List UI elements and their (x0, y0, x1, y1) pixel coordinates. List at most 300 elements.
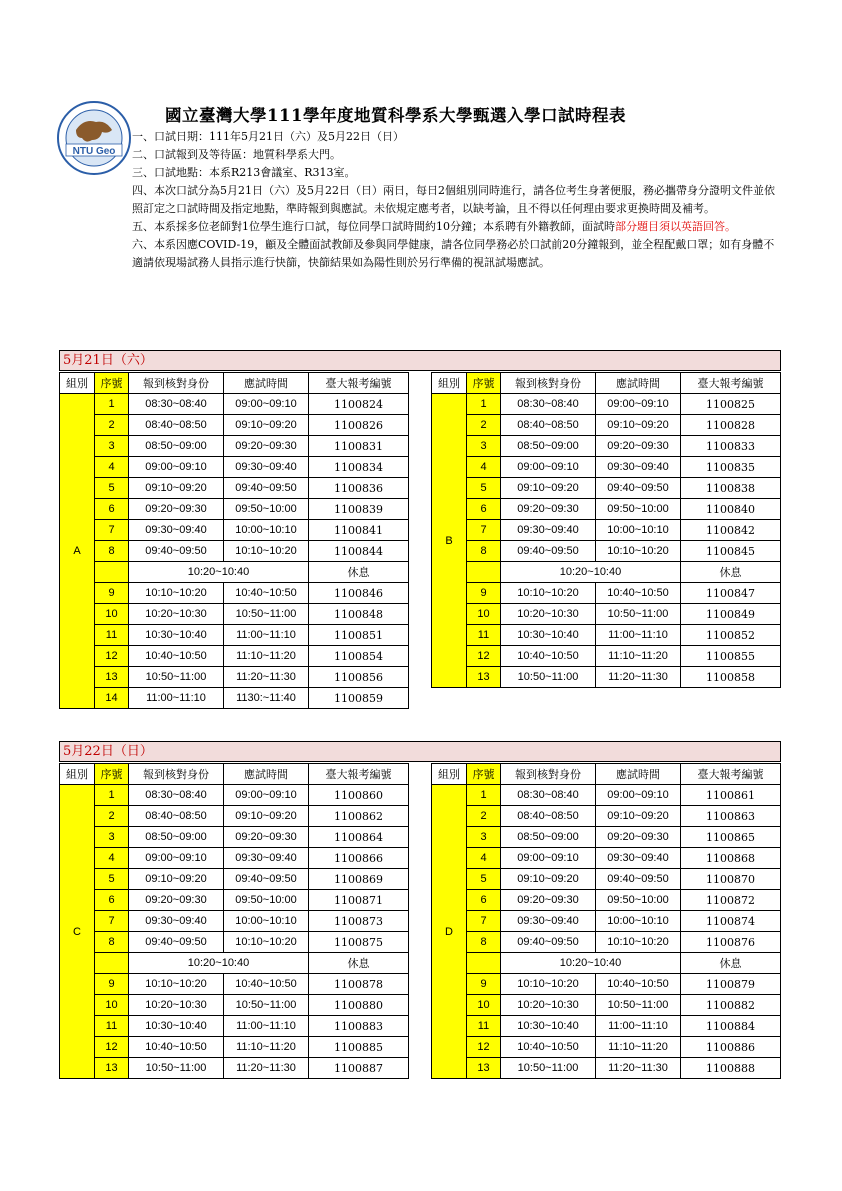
applicant-id: 1100859 (309, 688, 409, 709)
column-header: 組別 (60, 764, 95, 785)
break-time: 10:20~10:40 (129, 562, 309, 583)
column-header: 報到核對身份 (129, 764, 224, 785)
break-seq-cell (95, 562, 129, 583)
seq-number: 7 (467, 911, 501, 932)
seq-number: 2 (95, 415, 129, 436)
group-label: A (60, 394, 95, 709)
applicant-id: 1100886 (681, 1037, 781, 1058)
seq-number: 8 (95, 932, 129, 953)
table-row (432, 604, 781, 625)
seq-number: 8 (95, 541, 129, 562)
table-row (432, 667, 781, 688)
table-row (432, 911, 781, 932)
exam-time: 10:50~11:00 (596, 604, 681, 625)
exam-time: 09:00~09:10 (596, 785, 681, 806)
exam-time: 11:20~11:30 (596, 1058, 681, 1079)
seq-number: 13 (95, 667, 129, 688)
checkin-time: 09:00~09:10 (501, 457, 596, 478)
exam-time: 10:10~10:20 (224, 932, 309, 953)
checkin-time: 10:10~10:20 (501, 974, 596, 995)
note-item (132, 146, 782, 164)
checkin-time: 08:40~08:50 (129, 415, 224, 436)
seq-number: 5 (95, 869, 129, 890)
exam-time: 09:10~09:20 (596, 806, 681, 827)
note-text: 二、口試報到及等待區：地質科學系大門。 (132, 148, 341, 161)
break-seq-cell (467, 562, 501, 583)
table-row (432, 583, 781, 604)
applicant-id: 1100825 (681, 394, 781, 415)
table-row (432, 520, 781, 541)
seq-number: 1 (95, 394, 129, 415)
checkin-time: 08:30~08:40 (129, 394, 224, 415)
checkin-time: 08:50~09:00 (129, 827, 224, 848)
group-label: B (432, 394, 467, 688)
applicant-id: 1100874 (681, 911, 781, 932)
checkin-time: 09:10~09:20 (501, 869, 596, 890)
table-row (60, 785, 409, 806)
schedule-table-c (59, 763, 409, 1079)
checkin-time: 09:40~09:50 (501, 932, 596, 953)
exam-time: 09:10~09:20 (224, 806, 309, 827)
seq-number: 5 (467, 869, 501, 890)
applicant-id: 1100826 (309, 415, 409, 436)
exam-time: 09:50~10:00 (224, 499, 309, 520)
exam-time: 10:50~11:00 (596, 995, 681, 1016)
column-header: 序號 (467, 764, 501, 785)
exam-time: 09:10~09:20 (596, 415, 681, 436)
checkin-time: 10:10~10:20 (129, 974, 224, 995)
exam-time: 11:20~11:30 (224, 1058, 309, 1079)
table-row (60, 806, 409, 827)
applicant-id: 1100854 (309, 646, 409, 667)
break-label: 休息 (309, 562, 409, 583)
seq-number: 7 (467, 520, 501, 541)
checkin-time: 10:20~10:30 (501, 995, 596, 1016)
note-item (132, 236, 782, 272)
exam-time: 10:10~10:20 (224, 541, 309, 562)
exam-time: 09:00~09:10 (596, 394, 681, 415)
checkin-time: 09:30~09:40 (129, 911, 224, 932)
seq-number: 4 (95, 457, 129, 478)
checkin-time: 08:30~08:40 (501, 785, 596, 806)
break-seq-cell (467, 953, 501, 974)
table-row (60, 625, 409, 646)
break-row (60, 562, 409, 583)
day-header: 5月21日（六） (59, 350, 781, 371)
table-header-row (432, 764, 781, 785)
exam-time: 1130:~11:40 (224, 688, 309, 709)
exam-time: 09:50~10:00 (596, 890, 681, 911)
table-row (432, 869, 781, 890)
column-header: 臺大報考編號 (309, 373, 409, 394)
exam-time: 09:20~09:30 (596, 436, 681, 457)
checkin-time: 09:40~09:50 (501, 541, 596, 562)
column-header: 序號 (95, 764, 129, 785)
column-header: 序號 (467, 373, 501, 394)
table-row (432, 785, 781, 806)
break-label: 休息 (309, 953, 409, 974)
exam-time: 10:40~10:50 (596, 583, 681, 604)
column-header: 臺大報考編號 (681, 764, 781, 785)
seq-number: 10 (95, 995, 129, 1016)
table-row (60, 499, 409, 520)
table-row (432, 890, 781, 911)
applicant-id: 1100863 (681, 806, 781, 827)
seq-number: 7 (95, 520, 129, 541)
seq-number: 1 (95, 785, 129, 806)
checkin-time: 10:40~10:50 (129, 1037, 224, 1058)
seq-number: 8 (467, 541, 501, 562)
checkin-time: 08:40~08:50 (501, 806, 596, 827)
table-header-row (60, 764, 409, 785)
exam-time: 10:00~10:10 (224, 520, 309, 541)
checkin-time: 10:20~10:30 (501, 604, 596, 625)
applicant-id: 1100835 (681, 457, 781, 478)
checkin-time: 08:40~08:50 (129, 806, 224, 827)
seq-number: 6 (95, 890, 129, 911)
applicant-id: 1100868 (681, 848, 781, 869)
applicant-id: 1100849 (681, 604, 781, 625)
seq-number: 14 (95, 688, 129, 709)
checkin-time: 10:20~10:30 (129, 604, 224, 625)
page-title: 國立臺灣大學111學年度地質科學系大學甄選入學口試時程表 (165, 106, 626, 125)
table-row (432, 541, 781, 562)
exam-time: 09:50~10:00 (596, 499, 681, 520)
seq-number: 2 (95, 806, 129, 827)
checkin-time: 10:40~10:50 (129, 646, 224, 667)
checkin-time: 09:30~09:40 (501, 520, 596, 541)
applicant-id: 1100870 (681, 869, 781, 890)
table-row (60, 478, 409, 499)
column-header: 報到核對身份 (129, 373, 224, 394)
table-row (432, 932, 781, 953)
note-text: 六、本系因應COVID-19，顧及全體面試教師及參與同學健康，請各位同學務必於口試前20分鐘報到，並全程配戴口罩；如有身體不適請依現場試務人員指示進行快篩，快篩結果如為陽性則於另行準備的視訊試場應試。 (132, 238, 775, 269)
checkin-time: 09:20~09:30 (501, 890, 596, 911)
note-item (132, 164, 782, 182)
table-row (60, 995, 409, 1016)
exam-time: 09:20~09:30 (224, 827, 309, 848)
seq-number: 10 (95, 604, 129, 625)
schedule-table-d (431, 763, 781, 1079)
break-time: 10:20~10:40 (501, 953, 681, 974)
table-row (60, 974, 409, 995)
seq-number: 4 (467, 848, 501, 869)
seq-number: 3 (95, 436, 129, 457)
exam-time: 09:30~09:40 (224, 848, 309, 869)
exam-time: 11:10~11:20 (596, 1037, 681, 1058)
break-time: 10:20~10:40 (501, 562, 681, 583)
column-header: 臺大報考編號 (309, 764, 409, 785)
seq-number: 9 (467, 583, 501, 604)
applicant-id: 1100841 (309, 520, 409, 541)
applicant-id: 1100864 (309, 827, 409, 848)
applicant-id: 1100856 (309, 667, 409, 688)
checkin-time: 09:40~09:50 (129, 932, 224, 953)
table-row (60, 604, 409, 625)
seq-number: 9 (95, 583, 129, 604)
seq-number: 5 (467, 478, 501, 499)
day-header: 5月22日（日） (59, 741, 781, 762)
table-row (432, 499, 781, 520)
checkin-time: 09:00~09:10 (501, 848, 596, 869)
break-row (432, 562, 781, 583)
break-seq-cell (95, 953, 129, 974)
exam-time: 09:30~09:40 (596, 457, 681, 478)
schedule-table-b (431, 372, 781, 688)
checkin-time: 08:40~08:50 (501, 415, 596, 436)
applicant-id: 1100880 (309, 995, 409, 1016)
applicant-id: 1100888 (681, 1058, 781, 1079)
table-header-row (432, 373, 781, 394)
seq-number: 7 (95, 911, 129, 932)
exam-time: 11:00~11:10 (596, 625, 681, 646)
applicant-id: 1100847 (681, 583, 781, 604)
applicant-id: 1100878 (309, 974, 409, 995)
exam-time: 10:00~10:10 (224, 911, 309, 932)
checkin-time: 09:30~09:40 (501, 911, 596, 932)
exam-time: 11:20~11:30 (224, 667, 309, 688)
column-header: 臺大報考編號 (681, 373, 781, 394)
table-row (60, 415, 409, 436)
note-text: 四、本次口試分為5月21日（六）及5月22日（日）兩日，每日2個組別同時進行，請各位考生身著便服，務必攜帶身分證明文件並依照訂定之口試時間及指定地點，準時報到與應試。未依規定應考者，以缺考論，且不得以任何理由要求更換時間及補考。 (132, 184, 775, 215)
seq-number: 6 (467, 499, 501, 520)
seq-number: 1 (467, 394, 501, 415)
table-row (60, 457, 409, 478)
seq-number: 2 (467, 415, 501, 436)
seq-number: 6 (467, 890, 501, 911)
table-row (432, 806, 781, 827)
seq-number: 4 (467, 457, 501, 478)
seq-number: 6 (95, 499, 129, 520)
exam-time: 09:50~10:00 (224, 890, 309, 911)
checkin-time: 09:40~09:50 (129, 541, 224, 562)
applicant-id: 1100872 (681, 890, 781, 911)
applicant-id: 1100871 (309, 890, 409, 911)
applicant-id: 1100839 (309, 499, 409, 520)
applicant-id: 1100887 (309, 1058, 409, 1079)
applicant-id: 1100836 (309, 478, 409, 499)
note-highlight: 部分題目須以英語回答。 (615, 220, 736, 233)
note-item (132, 218, 782, 236)
notes (132, 128, 782, 272)
table-row (432, 436, 781, 457)
table-row (432, 1016, 781, 1037)
group-label: C (60, 785, 95, 1079)
seq-number: 11 (95, 1016, 129, 1037)
seq-number: 3 (95, 827, 129, 848)
table-row (60, 911, 409, 932)
seq-number: 13 (467, 1058, 501, 1079)
applicant-id: 1100842 (681, 520, 781, 541)
exam-time: 09:10~09:20 (224, 415, 309, 436)
applicant-id: 1100833 (681, 436, 781, 457)
seq-number: 9 (95, 974, 129, 995)
table-row (432, 415, 781, 436)
exam-time: 09:00~09:10 (224, 394, 309, 415)
table-row (60, 827, 409, 848)
column-header: 應試時間 (596, 373, 681, 394)
checkin-time: 10:10~10:20 (501, 583, 596, 604)
checkin-time: 09:20~09:30 (129, 499, 224, 520)
applicant-id: 1100851 (309, 625, 409, 646)
note-text: 一、口試日期：111年5月21日（六）及5月22日（日） (132, 130, 404, 143)
table-row (432, 625, 781, 646)
applicant-id: 1100848 (309, 604, 409, 625)
checkin-time: 09:00~09:10 (129, 848, 224, 869)
checkin-time: 09:30~09:40 (129, 520, 224, 541)
exam-time: 11:20~11:30 (596, 667, 681, 688)
applicant-id: 1100845 (681, 541, 781, 562)
applicant-id: 1100844 (309, 541, 409, 562)
applicant-id: 1100828 (681, 415, 781, 436)
applicant-id: 1100838 (681, 478, 781, 499)
exam-time: 10:10~10:20 (596, 932, 681, 953)
table-row (432, 995, 781, 1016)
exam-time: 09:20~09:30 (224, 436, 309, 457)
applicant-id: 1100855 (681, 646, 781, 667)
column-header: 應試時間 (596, 764, 681, 785)
applicant-id: 1100861 (681, 785, 781, 806)
checkin-time: 10:30~10:40 (129, 625, 224, 646)
applicant-id: 1100885 (309, 1037, 409, 1058)
exam-time: 10:40~10:50 (224, 974, 309, 995)
applicant-id: 1100882 (681, 995, 781, 1016)
checkin-time: 10:50~11:00 (501, 1058, 596, 1079)
checkin-time: 09:20~09:30 (501, 499, 596, 520)
exam-time: 11:10~11:20 (224, 1037, 309, 1058)
checkin-time: 08:50~09:00 (501, 827, 596, 848)
table-row (60, 688, 409, 709)
seq-number: 13 (95, 1058, 129, 1079)
seq-number: 3 (467, 436, 501, 457)
seq-number: 12 (95, 646, 129, 667)
table-row (432, 1037, 781, 1058)
note-item (132, 182, 782, 218)
column-header: 組別 (432, 373, 467, 394)
table-row (432, 848, 781, 869)
logo-text: NTU Geo (72, 146, 116, 157)
exam-time: 09:40~09:50 (596, 869, 681, 890)
checkin-time: 10:40~10:50 (501, 1037, 596, 1058)
seq-number: 5 (95, 478, 129, 499)
applicant-id: 1100846 (309, 583, 409, 604)
note-text: 三、口試地點：本系R213會議室、R313室。 (132, 166, 356, 179)
seq-number: 12 (467, 646, 501, 667)
exam-time: 10:10~10:20 (596, 541, 681, 562)
applicant-id: 1100834 (309, 457, 409, 478)
applicant-id: 1100875 (309, 932, 409, 953)
break-row (432, 953, 781, 974)
checkin-time: 10:30~10:40 (501, 625, 596, 646)
break-time: 10:20~10:40 (129, 953, 309, 974)
exam-time: 09:40~09:50 (596, 478, 681, 499)
column-header: 報到核對身份 (501, 373, 596, 394)
ntu-geo-logo (56, 100, 132, 176)
group-label: D (432, 785, 467, 1079)
table-row (60, 1058, 409, 1079)
note-text: 五、本系採多位老師對1位學生進行口試，每位同學口試時間約10分鐘；本系聘有外籍教師，面試時 (132, 220, 615, 233)
applicant-id: 1100865 (681, 827, 781, 848)
seq-number: 4 (95, 848, 129, 869)
checkin-time: 10:50~11:00 (129, 1058, 224, 1079)
table-header-row (60, 373, 409, 394)
checkin-time: 09:10~09:20 (501, 478, 596, 499)
note-item (132, 128, 782, 146)
checkin-time: 08:30~08:40 (129, 785, 224, 806)
table-row (60, 1037, 409, 1058)
applicant-id: 1100884 (681, 1016, 781, 1037)
checkin-time: 08:50~09:00 (501, 436, 596, 457)
seq-number: 2 (467, 806, 501, 827)
table-row (60, 394, 409, 415)
exam-time: 10:50~11:00 (224, 995, 309, 1016)
exam-time: 11:00~11:10 (224, 625, 309, 646)
table-row (60, 541, 409, 562)
column-header: 應試時間 (224, 373, 309, 394)
table-row (432, 974, 781, 995)
seq-number: 1 (467, 785, 501, 806)
column-header: 應試時間 (224, 764, 309, 785)
exam-time: 11:00~11:10 (596, 1016, 681, 1037)
table-row (432, 1058, 781, 1079)
table-row (432, 457, 781, 478)
seq-number: 10 (467, 995, 501, 1016)
applicant-id: 1100824 (309, 394, 409, 415)
table-row (60, 932, 409, 953)
table-row (432, 478, 781, 499)
seq-number: 11 (467, 1016, 501, 1037)
seq-number: 11 (467, 625, 501, 646)
applicant-id: 1100852 (681, 625, 781, 646)
seq-number: 13 (467, 667, 501, 688)
checkin-time: 08:30~08:40 (501, 394, 596, 415)
applicant-id: 1100862 (309, 806, 409, 827)
exam-time: 09:40~09:50 (224, 869, 309, 890)
checkin-time: 10:40~10:50 (501, 646, 596, 667)
column-header: 組別 (432, 764, 467, 785)
table-row (60, 646, 409, 667)
applicant-id: 1100831 (309, 436, 409, 457)
checkin-time: 10:50~11:00 (129, 667, 224, 688)
table-row (60, 869, 409, 890)
table-row (432, 827, 781, 848)
checkin-time: 09:20~09:30 (129, 890, 224, 911)
applicant-id: 1100883 (309, 1016, 409, 1037)
exam-time: 09:30~09:40 (224, 457, 309, 478)
applicant-id: 1100873 (309, 911, 409, 932)
schedule-table-a (59, 372, 409, 709)
exam-time: 09:20~09:30 (596, 827, 681, 848)
exam-time: 11:10~11:20 (224, 646, 309, 667)
table-row (432, 646, 781, 667)
seq-number: 11 (95, 625, 129, 646)
break-label: 休息 (681, 953, 781, 974)
table-row (60, 583, 409, 604)
checkin-time: 09:10~09:20 (129, 869, 224, 890)
seq-number: 9 (467, 974, 501, 995)
seq-number: 3 (467, 827, 501, 848)
applicant-id: 1100879 (681, 974, 781, 995)
checkin-time: 09:00~09:10 (129, 457, 224, 478)
table-row (60, 890, 409, 911)
checkin-time: 10:30~10:40 (501, 1016, 596, 1037)
exam-time: 10:00~10:10 (596, 520, 681, 541)
table-row (60, 1016, 409, 1037)
seq-number: 12 (95, 1037, 129, 1058)
applicant-id: 1100876 (681, 932, 781, 953)
exam-time: 09:40~09:50 (224, 478, 309, 499)
table-row (60, 436, 409, 457)
